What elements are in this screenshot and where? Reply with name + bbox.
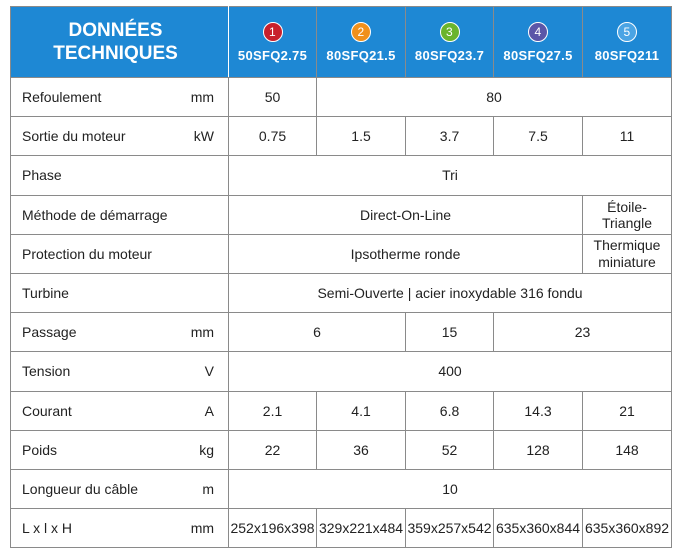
cell-value: 252x196x398 (229, 509, 317, 548)
row-courant (11, 391, 672, 430)
row-label: Phase (11, 156, 174, 195)
cell-value (583, 234, 672, 273)
model-badge-3: 3 (440, 22, 460, 42)
model-header-3 (406, 7, 494, 78)
cell-value: 21 (583, 391, 672, 430)
row-unit (174, 234, 229, 273)
row-turbine (11, 273, 672, 312)
model-name-4: 80SFQ27.5 (503, 47, 573, 63)
cell-value: Étoile-Triangle (583, 195, 672, 234)
cell-value: 4.1 (317, 391, 406, 430)
row-methode-demarrage (11, 195, 672, 234)
cell-value: 1.5 (317, 117, 406, 156)
model-header-4 (494, 7, 583, 78)
model-badge-5: 5 (617, 22, 637, 42)
row-label: Courant (11, 391, 174, 430)
row-dimensions (11, 509, 672, 548)
header-row (11, 7, 672, 78)
model-header-2 (317, 7, 406, 78)
cell-value: 359x257x542 (406, 509, 494, 548)
row-sortie-moteur (11, 117, 672, 156)
row-protection-moteur (11, 234, 672, 273)
cell-value: 6 (229, 313, 406, 352)
row-passage (11, 313, 672, 352)
row-unit: kW (174, 117, 229, 156)
model-badge-1: 1 (263, 22, 283, 42)
cell-value: 6.8 (406, 391, 494, 430)
cell-value: Semi-Ouverte | acier inoxydable 316 fondu (229, 273, 672, 312)
row-unit (174, 273, 229, 312)
row-label: Protection du moteur (11, 234, 174, 273)
cell-value: Direct-On-Line (229, 195, 583, 234)
row-unit: V (174, 352, 229, 391)
row-label: Tension (11, 352, 174, 391)
cell-line-1: Thermique (593, 236, 661, 253)
row-unit: mm (174, 313, 229, 352)
model-header-5 (583, 7, 672, 78)
title-line-2: TECHNIQUES (53, 43, 178, 64)
row-label: Longueur du câble (11, 469, 174, 508)
model-badge-2: 2 (351, 22, 371, 42)
row-unit: m (174, 469, 229, 508)
row-unit (174, 156, 229, 195)
row-label: Passage (11, 313, 174, 352)
row-label: Turbine (11, 273, 174, 312)
row-poids (11, 430, 672, 469)
cell-value: 635x360x892 (583, 509, 672, 548)
cell-value: Tri (229, 156, 672, 195)
cell-value: 10 (229, 469, 672, 508)
model-header-1 (229, 7, 317, 78)
cell-value: 36 (317, 430, 406, 469)
cell-value: 2.1 (229, 391, 317, 430)
row-unit (174, 195, 229, 234)
model-name-3: 80SFQ23.7 (414, 47, 485, 63)
row-label: Sortie du moteur (11, 117, 174, 156)
row-label: L x l x H (11, 509, 174, 548)
row-label: Méthode de démarrage (11, 195, 174, 234)
cell-value: 329x221x484 (317, 509, 406, 548)
cell-value: Ipsotherme ronde (229, 234, 583, 273)
cell-value: 52 (406, 430, 494, 469)
cell-value: 22 (229, 430, 317, 469)
model-name-5: 80SFQ211 (594, 47, 660, 63)
cell-value: 23 (494, 313, 672, 352)
cell-value: 3.7 (406, 117, 494, 156)
cell-value: 80 (317, 78, 672, 117)
row-longueur-cable (11, 469, 672, 508)
row-unit: mm (174, 78, 229, 117)
row-phase (11, 156, 672, 195)
technical-data-table (10, 6, 672, 548)
table-title (11, 7, 229, 78)
row-unit: kg (174, 430, 229, 469)
cell-value: 0.75 (229, 117, 317, 156)
model-name-2: 80SFQ21.5 (326, 47, 396, 63)
cell-line-2: miniature (598, 253, 656, 270)
row-unit: mm (174, 509, 229, 548)
row-tension (11, 352, 672, 391)
model-badge-4: 4 (528, 22, 548, 42)
row-refoulement (11, 78, 672, 117)
cell-value: 148 (583, 430, 672, 469)
cell-value: 635x360x844 (494, 509, 583, 548)
model-name-1: 50SFQ2.75 (237, 47, 308, 63)
cell-value: 7.5 (494, 117, 583, 156)
cell-value: 128 (494, 430, 583, 469)
cell-value: 50 (229, 78, 317, 117)
row-unit: A (174, 391, 229, 430)
cell-value: 14.3 (494, 391, 583, 430)
title-line-1: DONNÉES (68, 20, 163, 41)
cell-value: 15 (406, 313, 494, 352)
row-label: Poids (11, 430, 174, 469)
row-label: Refoulement (11, 78, 174, 117)
cell-value: 11 (583, 117, 672, 156)
cell-value: 400 (229, 352, 672, 391)
